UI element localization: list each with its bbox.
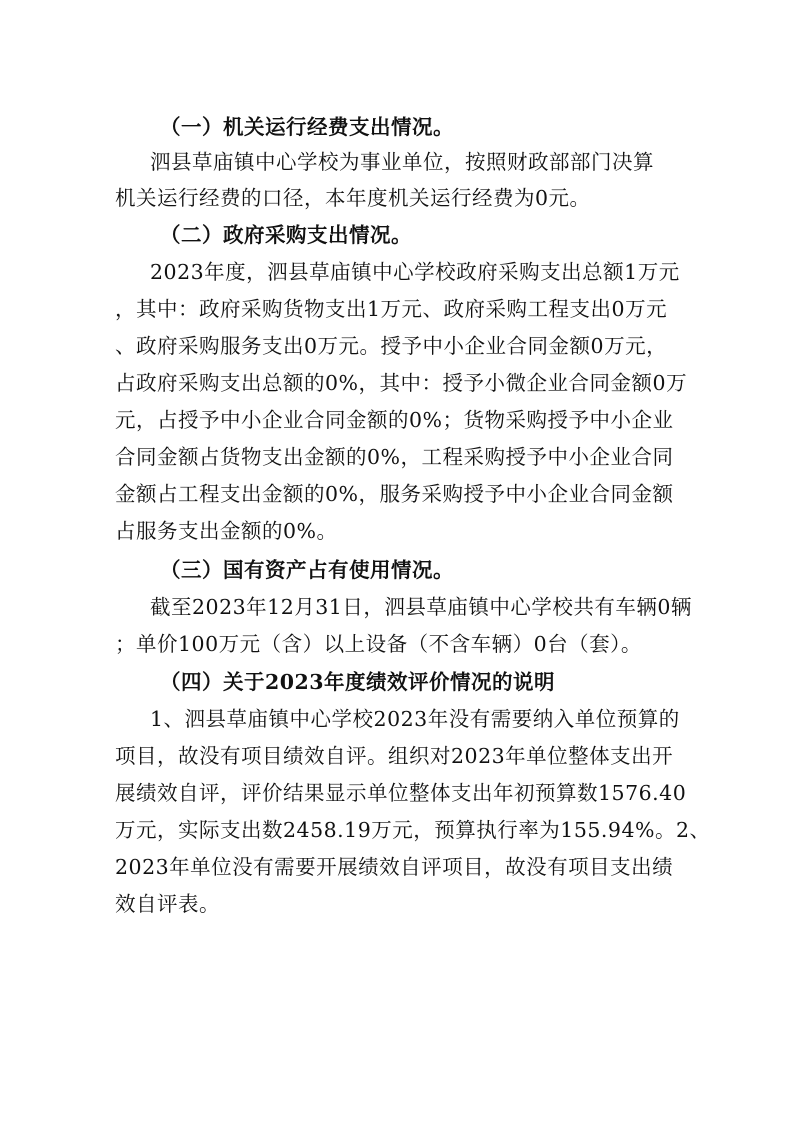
paragraph-line: ，其中：政府采购货物支出1万元、政府采购工程支出0万元	[115, 297, 668, 321]
section-heading-1: （一）机关运行经费支出情况。	[160, 115, 454, 139]
paragraph-line: 金额占工程支出金额的0%，服务采购授予中小企业合同金额	[115, 482, 674, 506]
paragraph-line: 元，占授予中小企业合同金额的0%；货物采购授予中小企业	[115, 408, 674, 432]
section-heading-2: （二）政府采购支出情况。	[160, 223, 412, 247]
paragraph-line: 2023年度，泗县草庙镇中心学校政府采购支出总额1万元	[150, 260, 680, 284]
paragraph-line: ；单价100万元（含）以上设备（不含车辆）0台（套）。	[115, 632, 642, 656]
paragraph-line: 万元，实际支出数2458.19万元，预算执行率为155.94%。2、	[115, 818, 711, 842]
paragraph-line: 展绩效自评，评价结果显示单位整体支出年初预算数1576.40	[115, 781, 687, 805]
section-heading-3: （三）国有资产占有使用情况。	[160, 558, 454, 582]
paragraph-line: 2023年单位没有需要开展绩效自评项目，故没有项目支出绩	[115, 855, 674, 879]
paragraph-line: 机关运行经费的口径，本年度机关运行经费为0元。	[115, 186, 591, 210]
paragraph-line: 合同金额占货物支出金额的0%，工程采购授予中小企业合同	[115, 445, 674, 469]
section-heading-4: （四）关于2023年度绩效评价情况的说明	[160, 670, 556, 694]
paragraph-line: 效自评表。	[115, 892, 220, 916]
paragraph-line: 占政府采购支出总额的0%，其中：授予小微企业合同金额0万	[115, 371, 688, 395]
paragraph-line: 截至2023年12月31日，泗县草庙镇中心学校共有车辆0辆	[150, 595, 692, 619]
paragraph-line: 泗县草庙镇中心学校为事业单位，按照财政部部门决算	[150, 150, 654, 174]
paragraph-line: 、政府采购服务支出0万元。授予中小企业合同金额0万元，	[115, 334, 668, 358]
paragraph-line: 1、泗县草庙镇中心学校2023年没有需要纳入单位预算的	[150, 707, 680, 731]
paragraph-line: 项目，故没有项目绩效自评。组织对2023年单位整体支出开	[115, 744, 674, 768]
paragraph-line: 占服务支出金额的0%。	[115, 519, 338, 543]
